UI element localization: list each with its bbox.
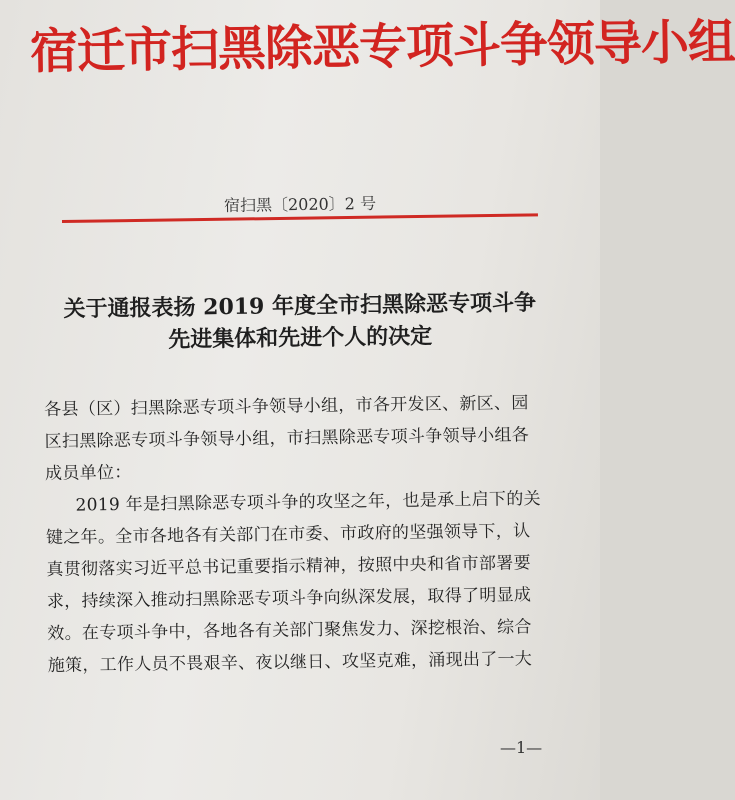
body-line: 区扫黑除恶专项斗争领导小组，市扫黑除恶专项斗争领导小组各 <box>44 425 530 452</box>
issuing-organization-header: 宿迁市扫黑除恶专项斗争领导小组 <box>29 14 735 80</box>
body-line: 真贯彻落实习近平总书记重要指示精神，按照中央和省市部署要 <box>46 553 531 580</box>
page-number: —1— <box>500 738 543 757</box>
body-line: 施策，工作人员不畏艰辛、夜以继日、攻坚克难，涌现出了一大 <box>47 649 533 676</box>
title-line-1: 关于通报表扬 2019 年度全市扫黑除恶专项斗争 <box>63 289 537 323</box>
body-line: 求，持续深入推动扫黑除恶专项斗争向纵深发展，取得了明显成 <box>46 585 532 612</box>
body-line: 各县（区）扫黑除恶专项斗争领导小组，市各开发区、新区、园 <box>44 393 529 420</box>
document-number: 宿扫黑〔2020〕2 号 <box>223 193 377 216</box>
document-title <box>20 286 581 358</box>
body-line: 成员单位： <box>44 462 132 484</box>
document-body <box>44 386 588 682</box>
body-line: 效。在专项斗争中，各地各有关部门聚焦发力、深挖根治、综合 <box>47 617 532 644</box>
body-line: 键之年。全市各地各有关部门在市委、市政府的坚强领导下，认 <box>45 521 531 548</box>
body-line: 2019 年是扫黑除恶专项斗争的攻坚之年，也是承上启下的关 <box>75 489 542 516</box>
title-line-2: 先进集体和先进个人的决定 <box>168 323 433 353</box>
